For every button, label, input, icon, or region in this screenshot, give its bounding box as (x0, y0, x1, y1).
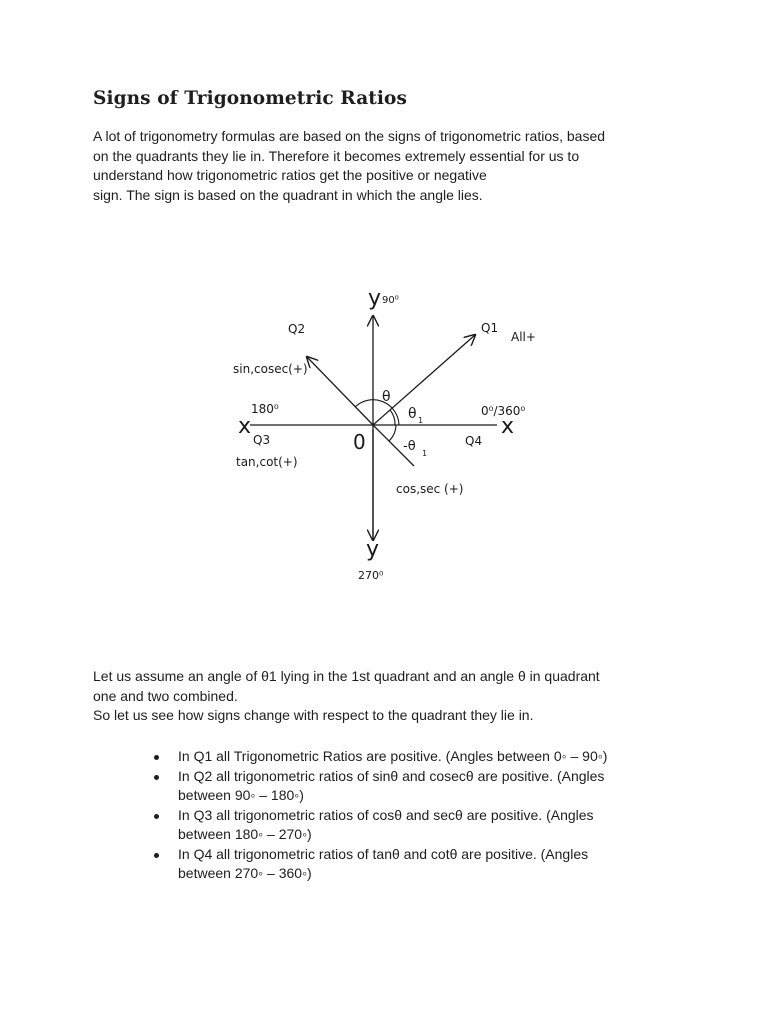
list-item-text-cont: between 90◦ – 180◦) (178, 787, 304, 803)
neg-theta1-label: -θ (403, 439, 416, 454)
q1-sign: All+ (511, 330, 536, 344)
y-top-label: y (368, 286, 382, 311)
theta1-arc (390, 410, 395, 425)
q3-label: Q3 (253, 433, 271, 447)
intro-line: understand how trigonometric ratios get the positive or negative (93, 167, 487, 183)
list-item-text-cont: between 270◦ – 360◦) (178, 865, 312, 881)
list-item-text: In Q3 all trigonometric ratios of cosθ and secθ are positive. (Angles (178, 806, 594, 823)
explanation-line: one and two combined. (93, 687, 238, 704)
list-item-text: In Q2 all trigonometric ratios of sinθ and cosecθ are positive. (Angles (178, 767, 605, 784)
intro-line: sign. The sign is based on the quadrant in which the angle lies. (93, 186, 483, 203)
list-item (150, 806, 670, 845)
intro-line: on the quadrants they lie in. Therefore it becomes extremely essential for us to (93, 147, 580, 164)
q4-sign: cos,sec (+) (396, 482, 464, 496)
theta1-label: θ (408, 406, 417, 422)
bullet-icon (154, 853, 159, 858)
q3-sign: tan,cot(+) (236, 455, 298, 469)
neg-theta1-arc (389, 425, 396, 441)
explanation-paragraph (93, 667, 693, 726)
y-bottom-label: y (366, 537, 380, 562)
x-right-label: x (501, 414, 515, 439)
theta-label: θ (382, 389, 391, 405)
explanation-line: Let us assume an angle of θ1 lying in the 1st quadrant and an angle θ in quadrant (93, 668, 600, 684)
list-item (150, 747, 670, 767)
list-item-text-cont: between 180◦ – 270◦) (178, 826, 312, 842)
q2-ray (307, 357, 373, 425)
theta1-subscript: 1 (418, 416, 424, 425)
q2-label: Q2 (288, 322, 306, 336)
bullet-icon (154, 755, 159, 760)
y-bottom-degree: 270⁰ (358, 569, 384, 582)
bullet-icon (154, 775, 159, 780)
list-item-text: In Q4 all trigonometric ratios of tanθ and cotθ are positive. (Angles (178, 845, 589, 862)
y-top-degree: 90⁰ (382, 295, 399, 306)
x-left-label: x (238, 414, 252, 439)
neg-theta1-subscript: 1 (422, 449, 428, 458)
q4-label: Q4 (465, 434, 483, 448)
q1-label: Q1 (481, 321, 499, 335)
quadrant-diagram (225, 280, 555, 590)
origin-label: 0 (353, 430, 366, 454)
deg-0-360-label: 0⁰/360⁰ (481, 404, 526, 418)
deg-180-label: 180⁰ (251, 402, 279, 416)
list-item (150, 767, 670, 806)
page-title: Signs of Trigonometric Ratios (93, 88, 408, 109)
list-item-text: In Q1 all Trigonometric Ratios are positive. (Angles between 0◦ – 90◦) (178, 748, 608, 764)
intro-paragraph (93, 127, 693, 205)
list-item (150, 845, 670, 884)
q2-sign: sin,cosec(+) (233, 362, 308, 376)
bullet-icon (154, 814, 159, 819)
explanation-line: So let us see how signs change with respect to the quadrant they lie in. (93, 707, 534, 723)
intro-line: A lot of trigonometry formulas are based on the signs of trigonometric ratios, based (93, 128, 606, 144)
q1-ray (373, 335, 475, 425)
quadrant-rules-list (150, 747, 670, 884)
